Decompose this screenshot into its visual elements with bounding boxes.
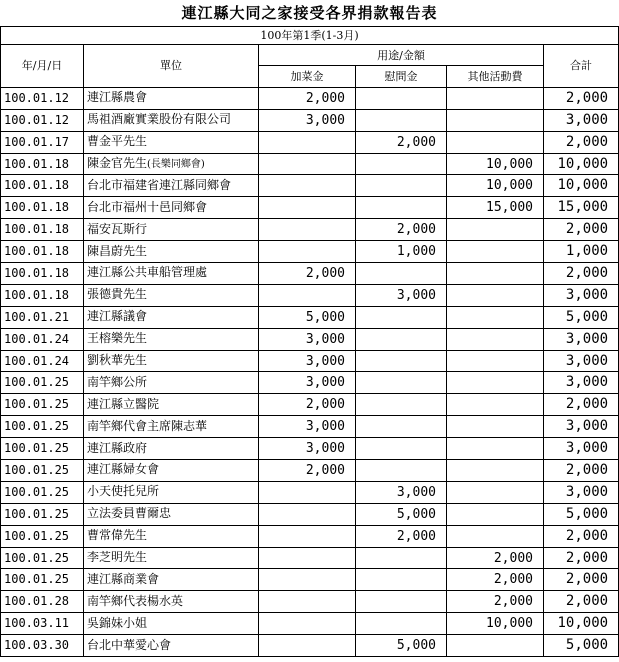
meal-fund-cell [259, 525, 356, 547]
unit-name: 連江縣議會 [87, 309, 148, 324]
condolence-fund-cell [356, 394, 447, 416]
other-activity-fund-header: 其他活動費 [447, 66, 544, 88]
other-activity-fund-cell [447, 219, 544, 241]
total-cell: 3,000 [544, 284, 619, 306]
unit-name: 劉秋華先生 [87, 353, 148, 368]
date-cell: 100.01.25 [1, 481, 84, 503]
condolence-fund-cell [356, 197, 447, 219]
unit-cell [84, 394, 259, 416]
meal-fund-cell [259, 131, 356, 153]
usage-amount-header: 用途/金額 [259, 45, 544, 66]
condolence-fund-cell [356, 547, 447, 569]
unit-name: 張德貴先生 [87, 287, 148, 302]
date-cell: 100.01.25 [1, 438, 84, 460]
total-cell: 2,000 [544, 219, 619, 241]
unit-name: 立法委員曹爾忠 [87, 506, 172, 521]
table-row [1, 131, 619, 153]
condolence-fund-cell [356, 153, 447, 175]
meal-fund-header: 加菜金 [259, 66, 356, 88]
unit-cell [84, 525, 259, 547]
other-activity-fund-cell: 2,000 [447, 591, 544, 613]
unit-cell [84, 372, 259, 394]
table-row [1, 219, 619, 241]
unit-cell [84, 547, 259, 569]
meal-fund-cell [259, 503, 356, 525]
unit-header: 單位 [84, 45, 259, 88]
other-activity-fund-cell: 10,000 [447, 613, 544, 635]
table-row [1, 460, 619, 482]
meal-fund-cell: 3,000 [259, 109, 356, 131]
total-cell: 15,000 [544, 197, 619, 219]
other-activity-fund-cell [447, 481, 544, 503]
other-activity-fund-cell [447, 109, 544, 131]
unit-name: 台北市福州十邑同鄉會 [87, 199, 208, 214]
unit-cell [84, 503, 259, 525]
total-cell: 2,000 [544, 525, 619, 547]
meal-fund-cell [259, 241, 356, 263]
unit-cell [84, 87, 259, 109]
unit-name: 曹金平先生 [87, 134, 148, 149]
other-activity-fund-cell [447, 438, 544, 460]
condolence-fund-cell [356, 372, 447, 394]
condolence-fund-cell: 2,000 [356, 219, 447, 241]
unit-cell [84, 219, 259, 241]
table-row [1, 635, 619, 657]
other-activity-fund-cell: 10,000 [447, 175, 544, 197]
total-cell: 2,000 [544, 131, 619, 153]
meal-fund-cell [259, 175, 356, 197]
meal-fund-cell [259, 153, 356, 175]
unit-cell [84, 263, 259, 285]
date-cell: 100.01.25 [1, 569, 84, 591]
other-activity-fund-cell [447, 306, 544, 328]
unit-name: 台北中華愛心會 [87, 637, 172, 652]
meal-fund-cell: 2,000 [259, 87, 356, 109]
unit-cell [84, 569, 259, 591]
meal-fund-cell: 2,000 [259, 263, 356, 285]
other-activity-fund-cell [447, 416, 544, 438]
unit-name: 馬祖酒廠實業股份有限公司 [87, 112, 232, 127]
date-cell: 100.01.28 [1, 591, 84, 613]
date-cell: 100.01.18 [1, 284, 84, 306]
date-cell: 100.03.30 [1, 635, 84, 657]
other-activity-fund-cell: 2,000 [447, 547, 544, 569]
total-cell: 2,000 [544, 263, 619, 285]
unit-cell [84, 328, 259, 350]
date-cell: 100.01.18 [1, 175, 84, 197]
table-row [1, 416, 619, 438]
meal-fund-cell: 3,000 [259, 350, 356, 372]
other-activity-fund-cell: 10,000 [447, 153, 544, 175]
table-row [1, 372, 619, 394]
other-activity-fund-cell [447, 635, 544, 657]
condolence-fund-cell [356, 460, 447, 482]
meal-fund-cell: 3,000 [259, 328, 356, 350]
date-cell: 100.01.21 [1, 306, 84, 328]
condolence-fund-cell [356, 591, 447, 613]
title-row [1, 0, 619, 27]
condolence-fund-cell: 5,000 [356, 503, 447, 525]
total-cell: 3,000 [544, 350, 619, 372]
condolence-fund-cell: 3,000 [356, 284, 447, 306]
table-row [1, 109, 619, 131]
total-cell: 2,000 [544, 87, 619, 109]
other-activity-fund-cell [447, 525, 544, 547]
date-cell: 100.01.12 [1, 109, 84, 131]
unit-cell [84, 109, 259, 131]
date-cell: 100.01.25 [1, 547, 84, 569]
unit-note: (長樂同鄉會) [147, 159, 205, 170]
date-cell: 100.01.18 [1, 263, 84, 285]
other-activity-fund-cell [447, 394, 544, 416]
unit-cell [84, 460, 259, 482]
total-cell: 10,000 [544, 175, 619, 197]
total-cell: 10,000 [544, 153, 619, 175]
meal-fund-cell: 2,000 [259, 460, 356, 482]
condolence-fund-cell: 2,000 [356, 131, 447, 153]
meal-fund-cell: 2,000 [259, 394, 356, 416]
unit-cell [84, 306, 259, 328]
header-row-top [1, 45, 619, 66]
meal-fund-cell: 3,000 [259, 438, 356, 460]
table-row [1, 547, 619, 569]
table-row [1, 503, 619, 525]
donation-table-body [1, 0, 619, 657]
other-activity-fund-cell [447, 263, 544, 285]
condolence-fund-cell: 5,000 [356, 635, 447, 657]
total-cell: 1,000 [544, 241, 619, 263]
unit-cell [84, 613, 259, 635]
date-cell: 100.01.24 [1, 350, 84, 372]
total-cell: 2,000 [544, 547, 619, 569]
meal-fund-cell: 3,000 [259, 372, 356, 394]
table-row [1, 350, 619, 372]
date-cell: 100.01.12 [1, 87, 84, 109]
unit-cell [84, 153, 259, 175]
total-cell: 2,000 [544, 460, 619, 482]
unit-cell [84, 481, 259, 503]
condolence-fund-cell: 1,000 [356, 241, 447, 263]
meal-fund-cell: 3,000 [259, 416, 356, 438]
total-cell: 3,000 [544, 416, 619, 438]
table-row [1, 175, 619, 197]
condolence-fund-cell [356, 438, 447, 460]
date-cell: 100.01.18 [1, 197, 84, 219]
table-row [1, 591, 619, 613]
other-activity-fund-cell [447, 241, 544, 263]
other-activity-fund-cell [447, 284, 544, 306]
total-cell: 2,000 [544, 394, 619, 416]
unit-name: 陳昌蔚先生 [87, 243, 148, 258]
meal-fund-cell [259, 635, 356, 657]
other-activity-fund-cell [447, 350, 544, 372]
total-cell: 3,000 [544, 438, 619, 460]
condolence-fund-header: 慰問金 [356, 66, 447, 88]
table-row [1, 284, 619, 306]
unit-name: 福安瓦斯行 [87, 221, 148, 236]
unit-name: 陳金官先生 [87, 156, 148, 170]
date-cell: 100.01.25 [1, 394, 84, 416]
meal-fund-cell [259, 284, 356, 306]
unit-cell [84, 284, 259, 306]
date-cell: 100.01.17 [1, 131, 84, 153]
date-cell: 100.01.25 [1, 460, 84, 482]
date-cell: 100.01.24 [1, 328, 84, 350]
unit-cell [84, 175, 259, 197]
total-cell: 10,000 [544, 613, 619, 635]
unit-name: 連江縣婦女會 [87, 462, 160, 477]
date-header: 年/月/日 [1, 45, 84, 88]
report-title: 連江縣大同之家接受各界捐款報告表 [1, 0, 619, 27]
meal-fund-cell [259, 197, 356, 219]
condolence-fund-cell [356, 175, 447, 197]
condolence-fund-cell [356, 328, 447, 350]
total-cell: 3,000 [544, 328, 619, 350]
unit-name: 台北市福建省連江縣同鄉會 [87, 177, 232, 192]
condolence-fund-cell [356, 416, 447, 438]
condolence-fund-cell [356, 87, 447, 109]
table-row [1, 438, 619, 460]
unit-cell [84, 131, 259, 153]
condolence-fund-cell [356, 350, 447, 372]
total-cell: 5,000 [544, 503, 619, 525]
meal-fund-cell [259, 481, 356, 503]
condolence-fund-cell [356, 109, 447, 131]
date-cell: 100.01.25 [1, 416, 84, 438]
table-row [1, 481, 619, 503]
unit-name: 連江縣商業會 [87, 571, 160, 586]
date-cell: 100.01.25 [1, 525, 84, 547]
unit-name: 連江縣公共車船管理處 [87, 265, 208, 280]
date-cell: 100.01.18 [1, 153, 84, 175]
other-activity-fund-cell [447, 87, 544, 109]
unit-name: 曹常偉先生 [87, 528, 148, 543]
table-row [1, 197, 619, 219]
total-cell: 5,000 [544, 306, 619, 328]
other-activity-fund-cell [447, 372, 544, 394]
unit-name: 連江縣政府 [87, 440, 148, 455]
report-period: 100年第1季(1-3月) [1, 27, 619, 45]
unit-name: 李芝明先生 [87, 550, 148, 565]
table-row [1, 328, 619, 350]
meal-fund-cell [259, 613, 356, 635]
table-row [1, 394, 619, 416]
table-row [1, 525, 619, 547]
unit-name: 王榕樂先生 [87, 331, 148, 346]
unit-cell [84, 591, 259, 613]
meal-fund-cell [259, 591, 356, 613]
table-row [1, 613, 619, 635]
other-activity-fund-cell: 2,000 [447, 569, 544, 591]
date-cell: 100.01.25 [1, 372, 84, 394]
unit-cell [84, 241, 259, 263]
condolence-fund-cell [356, 306, 447, 328]
table-row [1, 153, 619, 175]
table-row [1, 87, 619, 109]
other-activity-fund-cell [447, 460, 544, 482]
table-row [1, 306, 619, 328]
condolence-fund-cell: 2,000 [356, 525, 447, 547]
other-activity-fund-cell [447, 328, 544, 350]
unit-name: 小天使托兒所 [87, 484, 160, 499]
unit-cell [84, 416, 259, 438]
date-cell: 100.01.25 [1, 503, 84, 525]
table-row [1, 569, 619, 591]
total-cell: 2,000 [544, 569, 619, 591]
meal-fund-cell [259, 547, 356, 569]
unit-cell [84, 635, 259, 657]
unit-cell [84, 350, 259, 372]
date-cell: 100.03.11 [1, 613, 84, 635]
unit-name: 連江縣農會 [87, 90, 148, 105]
unit-name: 南竿鄉代表楊水英 [87, 593, 184, 608]
table-row [1, 263, 619, 285]
other-activity-fund-cell: 15,000 [447, 197, 544, 219]
total-cell: 3,000 [544, 481, 619, 503]
unit-name: 南竿鄉代會主席陳志華 [87, 418, 208, 433]
other-activity-fund-cell [447, 131, 544, 153]
unit-cell [84, 438, 259, 460]
period-row [1, 27, 619, 45]
table-row [1, 241, 619, 263]
date-cell: 100.01.18 [1, 241, 84, 263]
meal-fund-cell [259, 569, 356, 591]
unit-name: 連江縣立醫院 [87, 396, 160, 411]
total-header: 合計 [544, 45, 619, 88]
date-cell: 100.01.18 [1, 219, 84, 241]
condolence-fund-cell: 3,000 [356, 481, 447, 503]
total-cell: 3,000 [544, 109, 619, 131]
meal-fund-cell: 5,000 [259, 306, 356, 328]
other-activity-fund-cell [447, 503, 544, 525]
total-cell: 5,000 [544, 635, 619, 657]
total-cell: 3,000 [544, 372, 619, 394]
total-cell: 2,000 [544, 591, 619, 613]
meal-fund-cell [259, 219, 356, 241]
condolence-fund-cell [356, 613, 447, 635]
unit-name: 吳錦妹小姐 [87, 615, 148, 630]
condolence-fund-cell [356, 263, 447, 285]
unit-cell [84, 197, 259, 219]
unit-name: 南竿鄉公所 [87, 374, 148, 389]
condolence-fund-cell [356, 569, 447, 591]
